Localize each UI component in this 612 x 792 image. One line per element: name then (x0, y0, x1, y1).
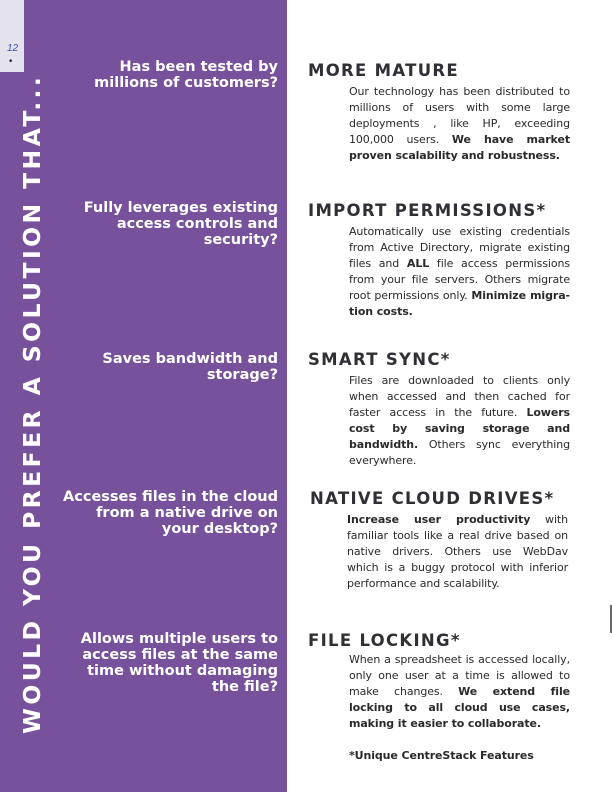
question-native-cloud-drives: Accesses files in the cloud from a native drive on your desktop? (63, 489, 278, 537)
vertical-title: WOULD YOU PREFER A SOLUTION THAT... (18, 73, 46, 734)
question-more-mature: Has been tested by millions of customers? (94, 59, 278, 91)
page-dot: • (8, 57, 14, 67)
heading-smart-sync: SMART SYNC* (308, 350, 451, 369)
heading-file-locking: FILE LOCKING* (308, 631, 461, 650)
question-file-locking: Allows multiple users to access files at the same time without damaging the file? (80, 631, 278, 695)
body-smart-sync: Files are downloaded to clients only when accessed and then cached for faster access in the future. Lowers cost by saving storage and bandwidth. Others sync everything everywhere. (349, 374, 570, 467)
body-more-mature: Our technology has been distributed to millions of users with some large deployments , like HP, exceeding 100,000 users. We have market proven scalability and robustness. (349, 85, 570, 162)
page-number: 12 (7, 43, 19, 54)
heading-import-permissions: IMPORT PERMISSIONS* (308, 201, 547, 220)
footnote: *Unique CentreStack Features (349, 749, 534, 762)
page-number-box (0, 0, 24, 72)
body-native-cloud-drives: Increase user productivity with familiar tools like a real drive based on native drivers. Others use WebDav which is a buggy protocol with inferior performance and scalability. (347, 513, 568, 590)
question-smart-sync: Saves bandwidth and storage? (102, 351, 278, 383)
heading-more-mature: MORE MATURE (308, 61, 460, 80)
body-file-locking: When a spreadsheet is accessed locally, only one user at a time is allowed to make changes. We extend file locking to all cloud use cases, making it easier to collaborate. (349, 653, 570, 730)
question-import-permissions: Fully leverages existing access controls and security? (83, 200, 278, 248)
body-import-permissions: Automatically use existing credentials from Active Directory, migrate existing files and ALL file access permissions from your file servers. Others migrate root permissions only. Minimize migra-tion costs. (349, 225, 570, 318)
heading-native-cloud-drives: NATIVE CLOUD DRIVES* (310, 489, 555, 508)
